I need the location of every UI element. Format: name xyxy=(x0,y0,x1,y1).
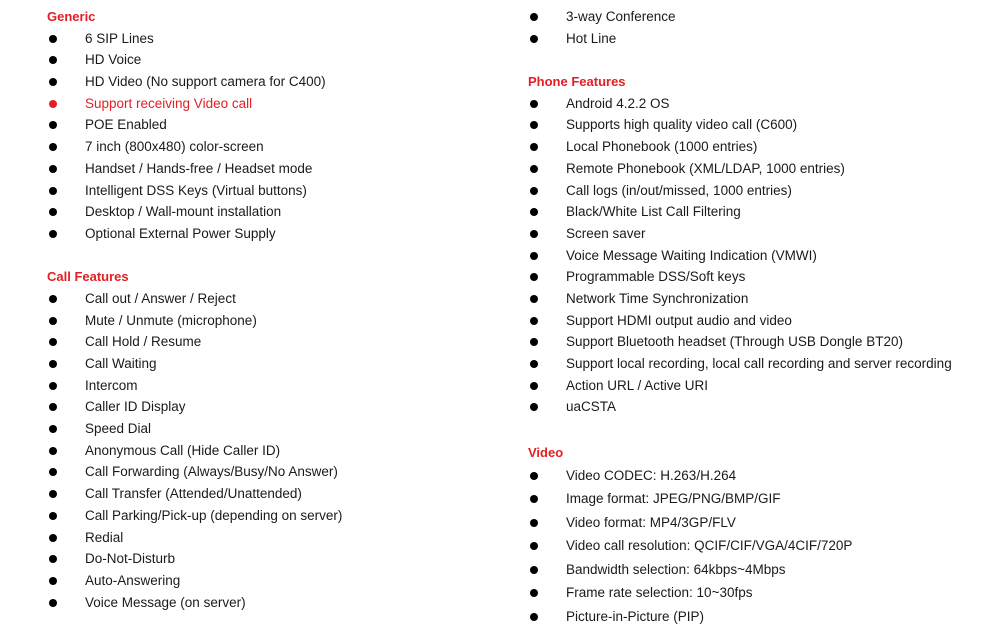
section-spacer xyxy=(47,245,477,267)
list-item: HD Video (No support camera for C400) xyxy=(47,71,477,93)
generic-heading: Generic xyxy=(47,9,96,24)
list-item: Call Waiting xyxy=(47,353,477,375)
phone-features-heading: Phone Features xyxy=(528,74,626,90)
list-item: Desktop / Wall-mount installation xyxy=(47,201,477,223)
bullet-icon xyxy=(530,273,538,281)
list-item: Video format: MP4/3GP/FLV xyxy=(528,511,988,535)
list-item: Remote Phonebook (XML/LDAP, 1000 entries) xyxy=(528,158,988,180)
bullet-icon xyxy=(530,230,538,238)
list-item-highlighted: Support receiving Video call xyxy=(47,93,477,115)
list-item: Frame rate selection: 10~30fps xyxy=(528,581,988,605)
list-item: Call Forwarding (Always/Busy/No Answer) xyxy=(47,461,477,483)
list-item: Caller ID Display xyxy=(47,396,477,418)
bullet-icon xyxy=(49,468,57,476)
bullet-icon xyxy=(49,208,57,216)
list-item: 6 SIP Lines xyxy=(47,28,477,50)
list-item: Picture-in-Picture (PIP) xyxy=(528,605,988,629)
bullet-icon xyxy=(49,382,57,390)
list-item: POE Enabled xyxy=(47,114,477,136)
video-list xyxy=(528,464,988,629)
bullet-icon xyxy=(49,35,57,43)
right-column xyxy=(528,6,988,628)
bullet-icon xyxy=(49,490,57,498)
bullet-icon xyxy=(49,56,57,64)
bullet-icon xyxy=(530,589,538,597)
list-item: Bandwidth selection: 64kbps~4Mbps xyxy=(528,558,988,582)
list-item: Speed Dial xyxy=(47,418,477,440)
list-item: Mute / Unmute (microphone) xyxy=(47,310,477,332)
bullet-icon xyxy=(49,121,57,129)
bullet-icon xyxy=(530,338,538,346)
list-item: Handset / Hands-free / Headset mode xyxy=(47,158,477,180)
bullet-icon xyxy=(49,78,57,86)
list-item: Support HDMI output audio and video xyxy=(528,310,988,332)
list-item: Action URL / Active URI xyxy=(528,375,988,397)
list-item: Voice Message Waiting Indication (VMWI) xyxy=(528,245,988,267)
bullet-icon xyxy=(49,534,57,542)
bullet-icon xyxy=(530,187,538,195)
bullet-icon xyxy=(530,472,538,480)
list-item: Intercom xyxy=(47,375,477,397)
phone-features-list xyxy=(528,93,988,418)
bullet-icon xyxy=(49,447,57,455)
list-item: Hot Line xyxy=(528,28,988,50)
bullet-icon xyxy=(49,143,57,151)
bullet-icon xyxy=(49,577,57,585)
list-item: Support Bluetooth headset (Through USB Dongle BT20) xyxy=(528,331,988,353)
bullet-icon xyxy=(530,121,538,129)
list-item: uaCSTA xyxy=(528,396,988,418)
bullet-icon xyxy=(49,555,57,563)
generic-list xyxy=(47,28,477,245)
list-item: Video call resolution: QCIF/CIF/VGA/4CIF/720P xyxy=(528,534,988,558)
list-item: Screen saver xyxy=(528,223,988,245)
left-column xyxy=(47,6,477,613)
bullet-icon xyxy=(530,317,538,325)
list-item: Call Parking/Pick-up (depending on server) xyxy=(47,505,477,527)
bullet-icon xyxy=(530,100,538,108)
bullet-icon xyxy=(49,512,57,520)
list-item: Auto-Answering xyxy=(47,570,477,592)
list-item: Local Phonebook (1000 entries) xyxy=(528,136,988,158)
bullet-icon xyxy=(49,403,57,411)
list-item: Support local recording, local call recording and server recording xyxy=(528,353,988,375)
list-item: Call out / Answer / Reject xyxy=(47,288,477,310)
bullet-icon xyxy=(530,566,538,574)
list-item: Call logs (in/out/missed, 1000 entries) xyxy=(528,180,988,202)
list-item: Anonymous Call (Hide Caller ID) xyxy=(47,440,477,462)
list-item: Optional External Power Supply xyxy=(47,223,477,245)
bullet-icon xyxy=(49,100,57,108)
section-spacer xyxy=(528,49,988,71)
bullet-icon xyxy=(530,542,538,550)
bullet-icon xyxy=(49,425,57,433)
bullet-icon xyxy=(530,13,538,21)
bullet-icon xyxy=(530,143,538,151)
call-features-continued-list xyxy=(528,6,988,49)
bullet-icon xyxy=(530,208,538,216)
bullet-icon xyxy=(49,599,57,607)
bullet-icon xyxy=(49,165,57,173)
list-item: Do-Not-Disturb xyxy=(47,548,477,570)
list-item: 7 inch (800x480) color-screen xyxy=(47,136,477,158)
list-item: Intelligent DSS Keys (Virtual buttons) xyxy=(47,180,477,202)
bullet-icon xyxy=(530,295,538,303)
list-item: Voice Message (on server) xyxy=(47,592,477,614)
bullet-icon xyxy=(530,35,538,43)
list-item: Call Hold / Resume xyxy=(47,331,477,353)
list-item: Supports high quality video call (C600) xyxy=(528,114,988,136)
bullet-icon xyxy=(530,403,538,411)
list-item: Network Time Synchronization xyxy=(528,288,988,310)
list-item: Call Transfer (Attended/Unattended) xyxy=(47,483,477,505)
list-item: Redial xyxy=(47,527,477,549)
list-item: Programmable DSS/Soft keys xyxy=(528,266,988,288)
list-item: HD Voice xyxy=(47,49,477,71)
bullet-icon xyxy=(49,295,57,303)
list-item: Video CODEC: H.263/H.264 xyxy=(528,464,988,488)
bullet-icon xyxy=(530,495,538,503)
bullet-icon xyxy=(49,230,57,238)
list-item: 3-way Conference xyxy=(528,6,988,28)
bullet-icon xyxy=(530,165,538,173)
call-features-heading: Call Features xyxy=(47,269,129,285)
bullet-icon xyxy=(49,317,57,325)
call-features-list xyxy=(47,288,477,613)
bullet-icon xyxy=(49,360,57,368)
bullet-icon xyxy=(530,613,538,621)
bullet-icon xyxy=(530,519,538,527)
bullet-icon xyxy=(49,187,57,195)
section-spacer xyxy=(528,418,988,442)
bullet-icon xyxy=(530,252,538,260)
list-item: Image format: JPEG/PNG/BMP/GIF xyxy=(528,487,988,511)
list-item: Android 4.2.2 OS xyxy=(528,93,988,115)
bullet-icon xyxy=(49,338,57,346)
bullet-icon xyxy=(530,360,538,368)
video-heading: Video xyxy=(528,445,564,461)
list-item: Black/White List Call Filtering xyxy=(528,201,988,223)
bullet-icon xyxy=(530,382,538,390)
